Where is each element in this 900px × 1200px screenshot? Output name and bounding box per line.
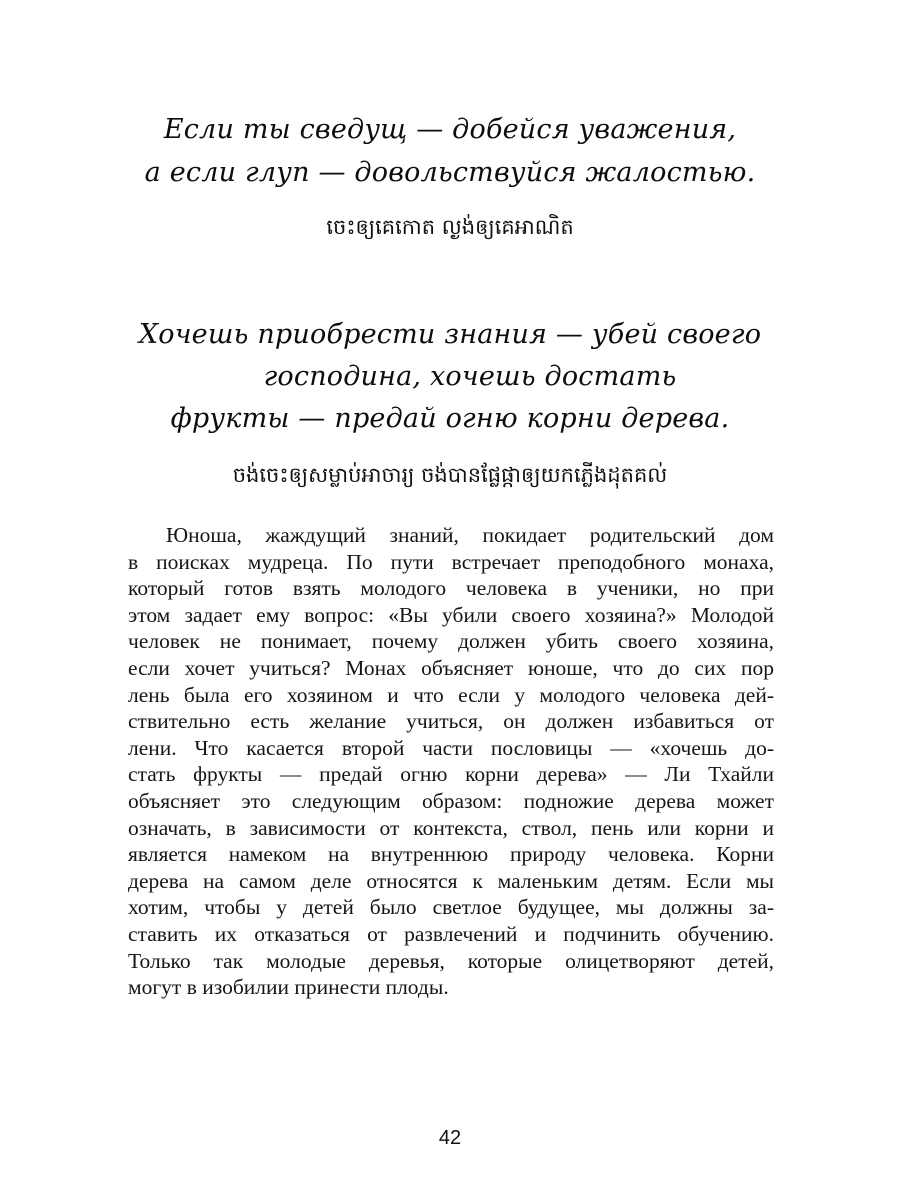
body-line: если хочет учиться? Монах объясняет юноше, что до сих пор	[128, 655, 774, 680]
proverb-1-khmer: ចេះឲ្យគេកោត ល្ងង់ឲ្យគេអាណិត	[326, 215, 574, 239]
proverb-1-russian	[0, 108, 900, 194]
body-line: этом задает ему вопрос: «Вы убили своего хозяина?» Молодой	[128, 602, 774, 627]
proverb-2-khmer: ចង់ចេះឲ្យសម្លាប់អាចារ្យ ចង់បានផ្លែផ្កាឲ្យយកភ្លើងដុតគល់	[232, 463, 668, 487]
body-line: хотим, чтобы у детей было светлое будущее, мы должны за-	[128, 895, 774, 920]
proverb-2-line-3: фрукты — предай огню корни дерева.	[170, 403, 730, 434]
proverb-1-line-2: а если глуп — довольствуйся жалостью.	[144, 157, 756, 188]
body-line: объясняет это следующим образом: подножие дерева может	[128, 788, 774, 813]
body-paragraph	[128, 522, 774, 1001]
proverb-2-line-2: господина, хочешь достать	[263, 361, 677, 392]
body-line: лени. Что касается второй части пословицы — «хочешь до-	[128, 735, 774, 760]
body-line: ствительно есть желание учиться, он должен избавиться от	[128, 709, 774, 734]
proverb-1-line-1: Если ты сведущ — добейся уважения,	[163, 114, 737, 145]
proverb-2-line-1: Хочешь приобрести знания — убей своего	[138, 319, 762, 350]
body-line: стать фрукты — предай огню корни дерева» — Ли Тхайли	[128, 762, 774, 787]
body-line: является намеком на внутреннюю природу человека. Корни	[128, 842, 774, 867]
page-number: 42	[438, 1127, 462, 1149]
body-line: дерева на самом деле относятся к маленьким детям. Если мы	[128, 868, 774, 893]
body-line: в поисках мудреца. По пути встречает преподобного монаха,	[128, 549, 774, 574]
body-line: ставить их отказаться от развлечений и подчинить обучению.	[128, 921, 774, 946]
body-line: лень была его хозяином и что если у молодого человека дей-	[128, 682, 774, 707]
body-line: Только так молодые деревья, которые олицетворяют детей,	[128, 948, 774, 973]
body-line: который готов взять молодого человека в ученики, но при	[128, 576, 774, 601]
body-line: означать, в зависимости от контекста, ствол, пень или корни и	[128, 815, 774, 840]
body-line: Юноша, жаждущий знаний, покидает родительский дом	[166, 523, 774, 547]
body-line: человек не понимает, почему должен убить своего хозяина,	[128, 629, 774, 654]
body-line: могут в изобилии принести плоды.	[128, 975, 449, 1000]
proverb-2-russian	[0, 314, 900, 440]
